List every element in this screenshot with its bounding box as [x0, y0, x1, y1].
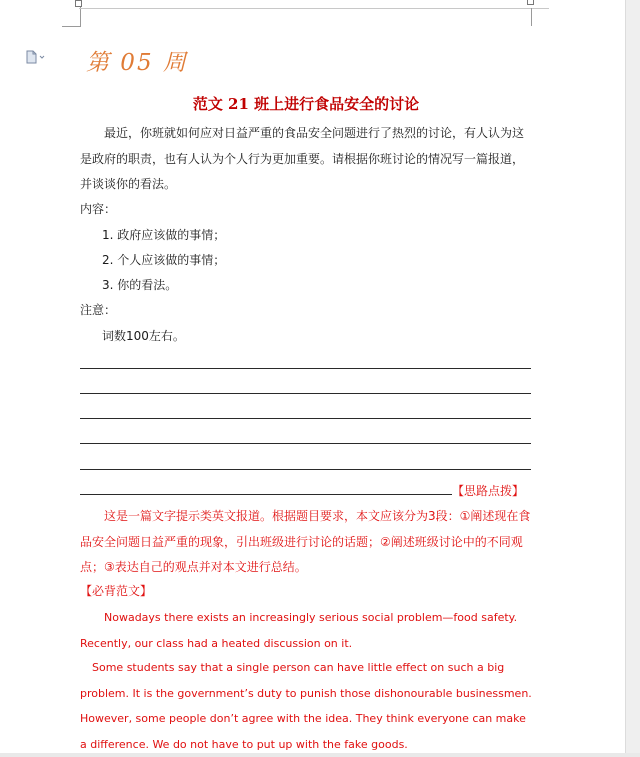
resize-handle[interactable]: [75, 0, 82, 7]
page-title: 范文 21 班上进行食品安全的讨论: [192, 95, 420, 113]
vertical-scrollbar[interactable]: [625, 0, 640, 753]
page-corner-mark-right: [531, 8, 550, 26]
note-label: 注意：: [80, 303, 117, 317]
writing-line[interactable]: [80, 393, 531, 394]
model-label: 【必背范文】: [80, 584, 153, 598]
list-item: 3. 你的看法。: [102, 278, 178, 292]
tip-label: 【思路点拨】: [452, 484, 525, 498]
model-paragraph-2: Some students say that a single person can have little effect on such a big problem. It is the government’s duty to punish those dishonourable businessmen. However, some people don’t agree with the idea. They think everyone can make a difference. We do not have to put up with the fake goods.: [80, 661, 532, 751]
writing-line[interactable]: [80, 418, 531, 419]
tip-text: 这是一篇文字提示类英文报道。根据题目要求，本文应该分为3段：①阐述现在食品安全问题日益严重的现象，引出班级进行讨论的话题；②阐述班级讨论中的不同观点；③表达自己的观点并对本文进行总结。: [80, 509, 531, 574]
writing-line[interactable]: [80, 469, 531, 470]
header-boundary: [79, 8, 549, 9]
note-text: 词数100左右。: [102, 329, 185, 343]
resize-handle-right[interactable]: [527, 0, 534, 5]
writing-line[interactable]: [80, 443, 531, 444]
prompt-intro: 最近，你班就如何应对日益严重的食品安全问题进行了热烈的讨论，有人认为这是政府的职责，也有人认为个人行为更加重要。请根据你班讨论的情况写一篇报道，并谈谈你的看法。: [80, 126, 525, 191]
content-label: 内容：: [80, 202, 117, 216]
writing-line[interactable]: [80, 494, 452, 495]
model-paragraph-1: Nowadays there exists an increasingly serious social problem—food safety. Recently, our class had a heated discussion on it.: [80, 611, 518, 650]
list-item: 1. 政府应该做的事情；: [102, 228, 226, 242]
list-item: 2. 个人应该做的事情；: [102, 253, 226, 267]
writing-line[interactable]: [80, 368, 531, 369]
document-icon[interactable]: [26, 49, 48, 63]
week-title: 第 05 周: [86, 50, 188, 76]
